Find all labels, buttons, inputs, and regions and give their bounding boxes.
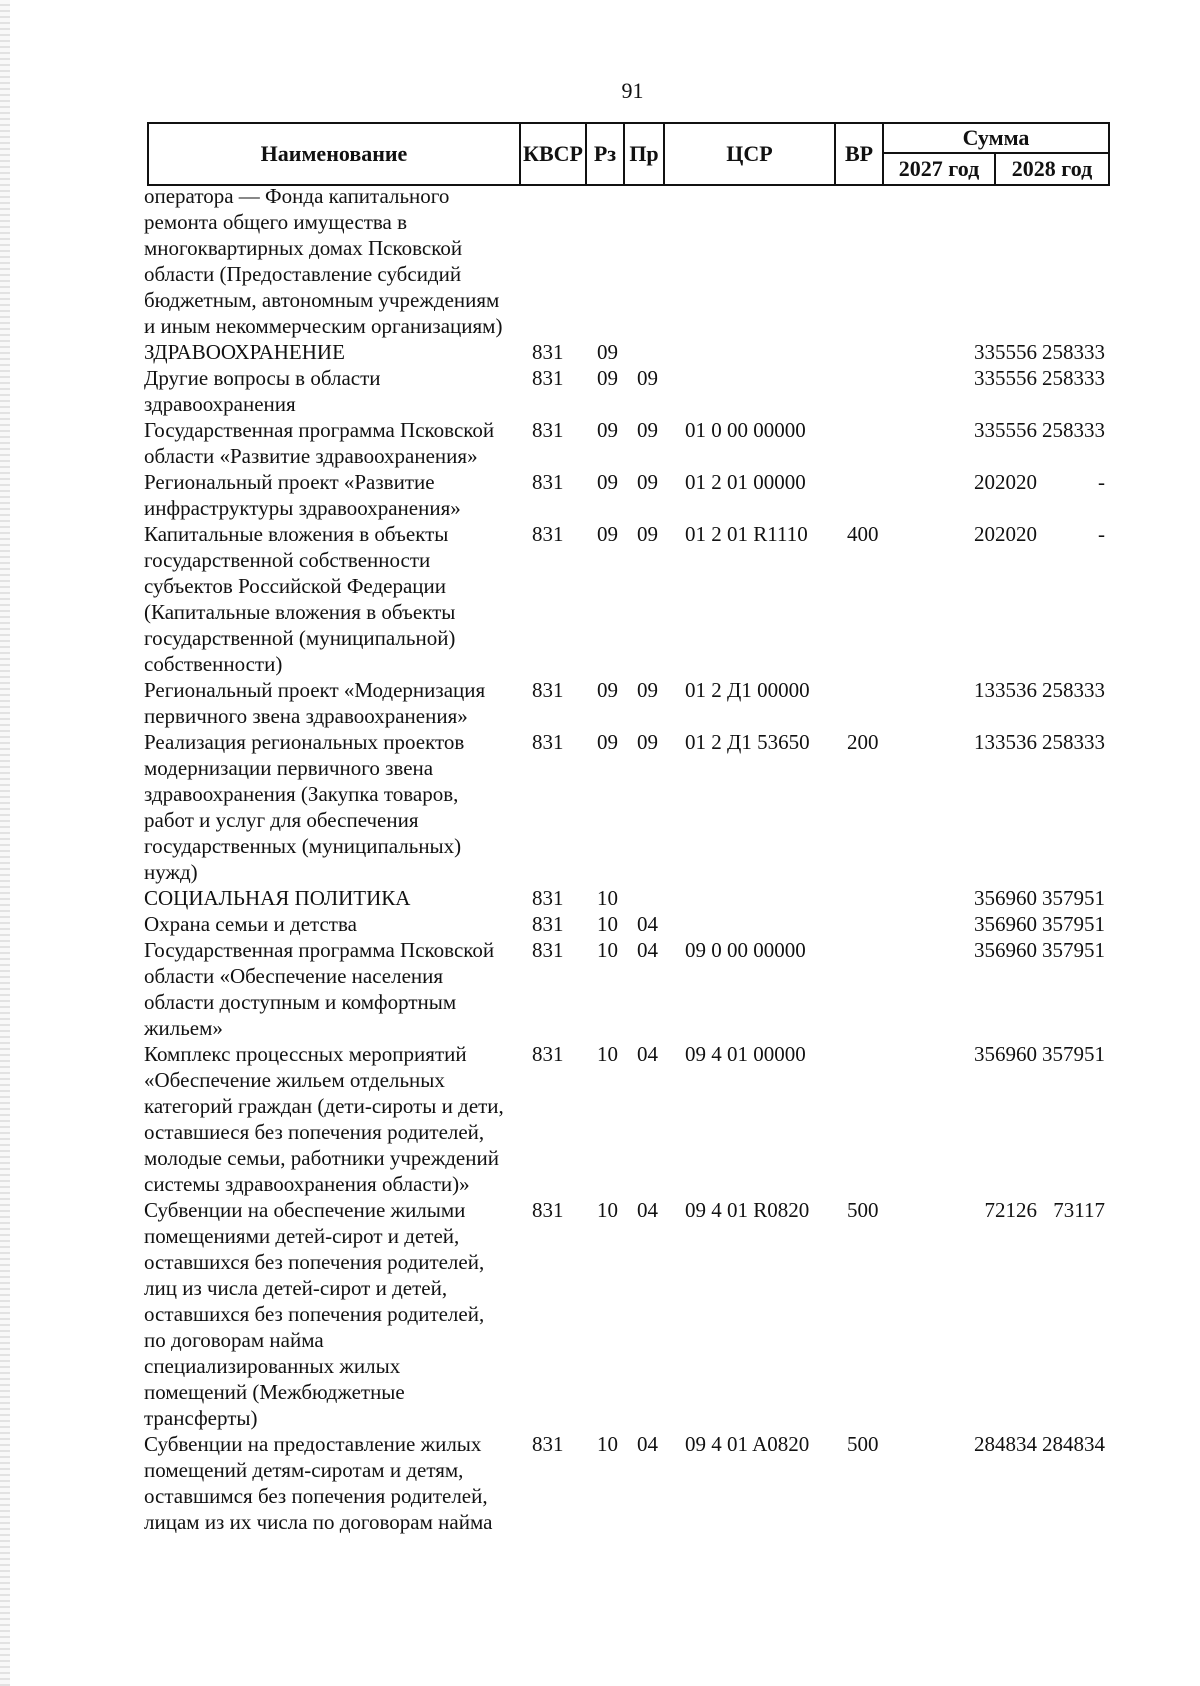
table-row [142, 1041, 1110, 1197]
cell-y2: 258333 [1042, 366, 1105, 390]
table-row [142, 417, 1110, 469]
table-row [142, 729, 1110, 885]
cell-kvsr: 831 [532, 470, 564, 494]
table-row [142, 937, 1110, 1041]
table-row [142, 183, 1110, 339]
cell-rz: 09 [597, 340, 618, 364]
cell-name: оператора — Фонда капитального ремонта общего имущества в многоквартирных домах Псковской области (Предоставление субсидий бюджетным, автономным учреждениям и иным некоммерческим организациям) [144, 184, 503, 338]
table-row [142, 1197, 1110, 1431]
cell-pr: 09 [637, 730, 658, 754]
table-row [142, 521, 1110, 677]
cell-pr: 04 [637, 1432, 658, 1456]
cell-pr: 09 [637, 678, 658, 702]
header-sum: Сумма [884, 124, 1108, 154]
cell-vr: 400 [847, 522, 879, 546]
table-row [142, 469, 1110, 521]
page-number: 91 [621, 78, 644, 103]
table-row [142, 885, 1110, 911]
cell-y2: 258333 [1042, 418, 1105, 442]
cell-csr: 01 2 Д1 53650 [685, 730, 810, 754]
cell-rz: 09 [597, 730, 618, 754]
cell-rz: 10 [597, 912, 618, 936]
cell-name: Региональный проект «Модернизация первичного звена здравоохранения» [144, 678, 486, 728]
cell-y1: 133536 [974, 678, 1037, 702]
cell-name: Государственная программа Псковской области «Обеспечение населения области доступным и комфортным жильем» [144, 938, 495, 1040]
cell-name: СОЦИАЛЬНАЯ ПОЛИТИКА [144, 886, 411, 910]
table-row [142, 1431, 1110, 1535]
cell-kvsr: 831 [532, 938, 564, 962]
header-rz: Рз [587, 124, 625, 184]
cell-csr: 09 0 00 00000 [685, 938, 806, 962]
header-pr: Пр [625, 124, 665, 184]
table-row [142, 365, 1110, 417]
cell-y1: 335556 [974, 418, 1037, 442]
cell-name: Комплекс процессных мероприятий «Обеспечение жильем отдельных категорий граждан (дети-сироты и дети, оставшиеся без попечения родителей, молодые семьи, работники учреждений системы здравоохранения области)» [144, 1042, 504, 1196]
table-body [142, 183, 1110, 1535]
cell-kvsr: 831 [532, 1042, 564, 1066]
cell-y1: 335556 [974, 366, 1037, 390]
cell-rz: 10 [597, 1198, 618, 1222]
cell-name: Охрана семьи и детства [144, 912, 357, 936]
cell-kvsr: 831 [532, 418, 564, 442]
cell-y2: 357951 [1042, 938, 1105, 962]
header-year-2028: 2028 год [1011, 156, 1093, 181]
cell-y2: 258333 [1042, 678, 1105, 702]
cell-y2: 258333 [1042, 340, 1105, 364]
cell-pr: 09 [637, 366, 658, 390]
cell-name: ЗДРАВООХРАНЕНИЕ [144, 340, 345, 364]
cell-y1: 356960 [974, 886, 1037, 910]
header-kvsr: КВСР [521, 124, 587, 184]
cell-vr: 200 [847, 730, 879, 754]
cell-pr: 09 [637, 470, 658, 494]
header-name: Наименование [149, 124, 521, 184]
cell-name: Реализация региональных проектов модернизации первичного звена здравоохранения (Закупка товаров, работ и услуг для обеспечения государственных (муниципальных) нужд) [144, 730, 465, 884]
cell-y1: 72126 [984, 1198, 1037, 1222]
cell-pr: 09 [637, 418, 658, 442]
cell-pr: 04 [637, 912, 658, 936]
cell-y2: 258333 [1042, 730, 1105, 754]
table-header [147, 122, 1110, 186]
header-sum-group [884, 124, 1108, 184]
cell-y2: 357951 [1042, 886, 1105, 910]
cell-y2: - [1098, 470, 1105, 494]
cell-name: Капитальные вложения в объекты государственной собственности субъектов Российской Федерации (Капитальные вложения в объекты государственной (муниципальной) собственности) [144, 522, 456, 676]
cell-y1: 202020 [974, 470, 1037, 494]
cell-y2: 73117 [1053, 1198, 1105, 1222]
cell-kvsr: 831 [532, 1432, 564, 1456]
cell-y1: 335556 [974, 340, 1037, 364]
cell-csr: 09 4 01 00000 [685, 1042, 806, 1066]
cell-pr: 09 [637, 522, 658, 546]
cell-y1: 202020 [974, 522, 1037, 546]
cell-kvsr: 831 [532, 522, 564, 546]
cell-csr: 01 2 01 R1110 [685, 522, 808, 546]
cell-csr: 01 2 01 00000 [685, 470, 806, 494]
table-row [142, 339, 1110, 365]
cell-name: Региональный проект «Развитие инфраструктуры здравоохранения» [144, 470, 461, 520]
cell-kvsr: 831 [532, 886, 564, 910]
cell-kvsr: 831 [532, 366, 564, 390]
cell-rz: 10 [597, 886, 618, 910]
cell-kvsr: 831 [532, 678, 564, 702]
cell-y2: - [1098, 522, 1105, 546]
cell-rz: 09 [597, 678, 618, 702]
cell-vr: 500 [847, 1198, 879, 1222]
header-vr: ВР [836, 124, 884, 184]
scan-edge [0, 0, 10, 1686]
cell-name: Государственная программа Псковской области «Развитие здравоохранения» [144, 418, 495, 468]
table-row [142, 677, 1110, 729]
cell-y1: 284834 [974, 1432, 1037, 1456]
table-row [142, 911, 1110, 937]
cell-kvsr: 831 [532, 730, 564, 754]
cell-vr: 500 [847, 1432, 879, 1456]
cell-name: Субвенции на предоставление жилых помещений детям-сиротам и детям, оставшимся без попечения родителей, лицам из их числа по договорам найма [144, 1432, 493, 1534]
cell-y1: 356960 [974, 1042, 1037, 1066]
cell-rz: 09 [597, 418, 618, 442]
header-csr: ЦСР [665, 124, 836, 184]
cell-csr: 09 4 01 A0820 [685, 1432, 810, 1456]
cell-rz: 10 [597, 1432, 618, 1456]
cell-pr: 04 [637, 1198, 658, 1222]
header-year-2027: 2027 год [884, 154, 996, 184]
cell-kvsr: 831 [532, 340, 564, 364]
cell-pr: 04 [637, 1042, 658, 1066]
cell-rz: 10 [597, 1042, 618, 1066]
cell-csr: 01 0 00 00000 [685, 418, 806, 442]
cell-y2: 357951 [1042, 1042, 1105, 1066]
cell-csr: 01 2 Д1 00000 [685, 678, 810, 702]
cell-rz: 09 [597, 522, 618, 546]
cell-rz: 09 [597, 366, 618, 390]
cell-y1: 133536 [974, 730, 1037, 754]
cell-rz: 10 [597, 938, 618, 962]
cell-name: Субвенции на обеспечение жилыми помещениями детей-сирот и детей, оставшихся без попечения родителей, лиц из числа детей-сирот и детей, оставшихся без попечения родителей, по договорам найма специализированных жилых помещений (Межбюджетные трансферты) [144, 1198, 485, 1430]
cell-name: Другие вопросы в области здравоохранения [144, 366, 381, 416]
cell-pr: 04 [637, 938, 658, 962]
cell-y2: 284834 [1042, 1432, 1105, 1456]
cell-kvsr: 831 [532, 1198, 564, 1222]
cell-csr: 09 4 01 R0820 [685, 1198, 810, 1222]
cell-y1: 356960 [974, 912, 1037, 936]
cell-rz: 09 [597, 470, 618, 494]
cell-y2: 357951 [1042, 912, 1105, 936]
cell-y1: 356960 [974, 938, 1037, 962]
cell-kvsr: 831 [532, 912, 564, 936]
